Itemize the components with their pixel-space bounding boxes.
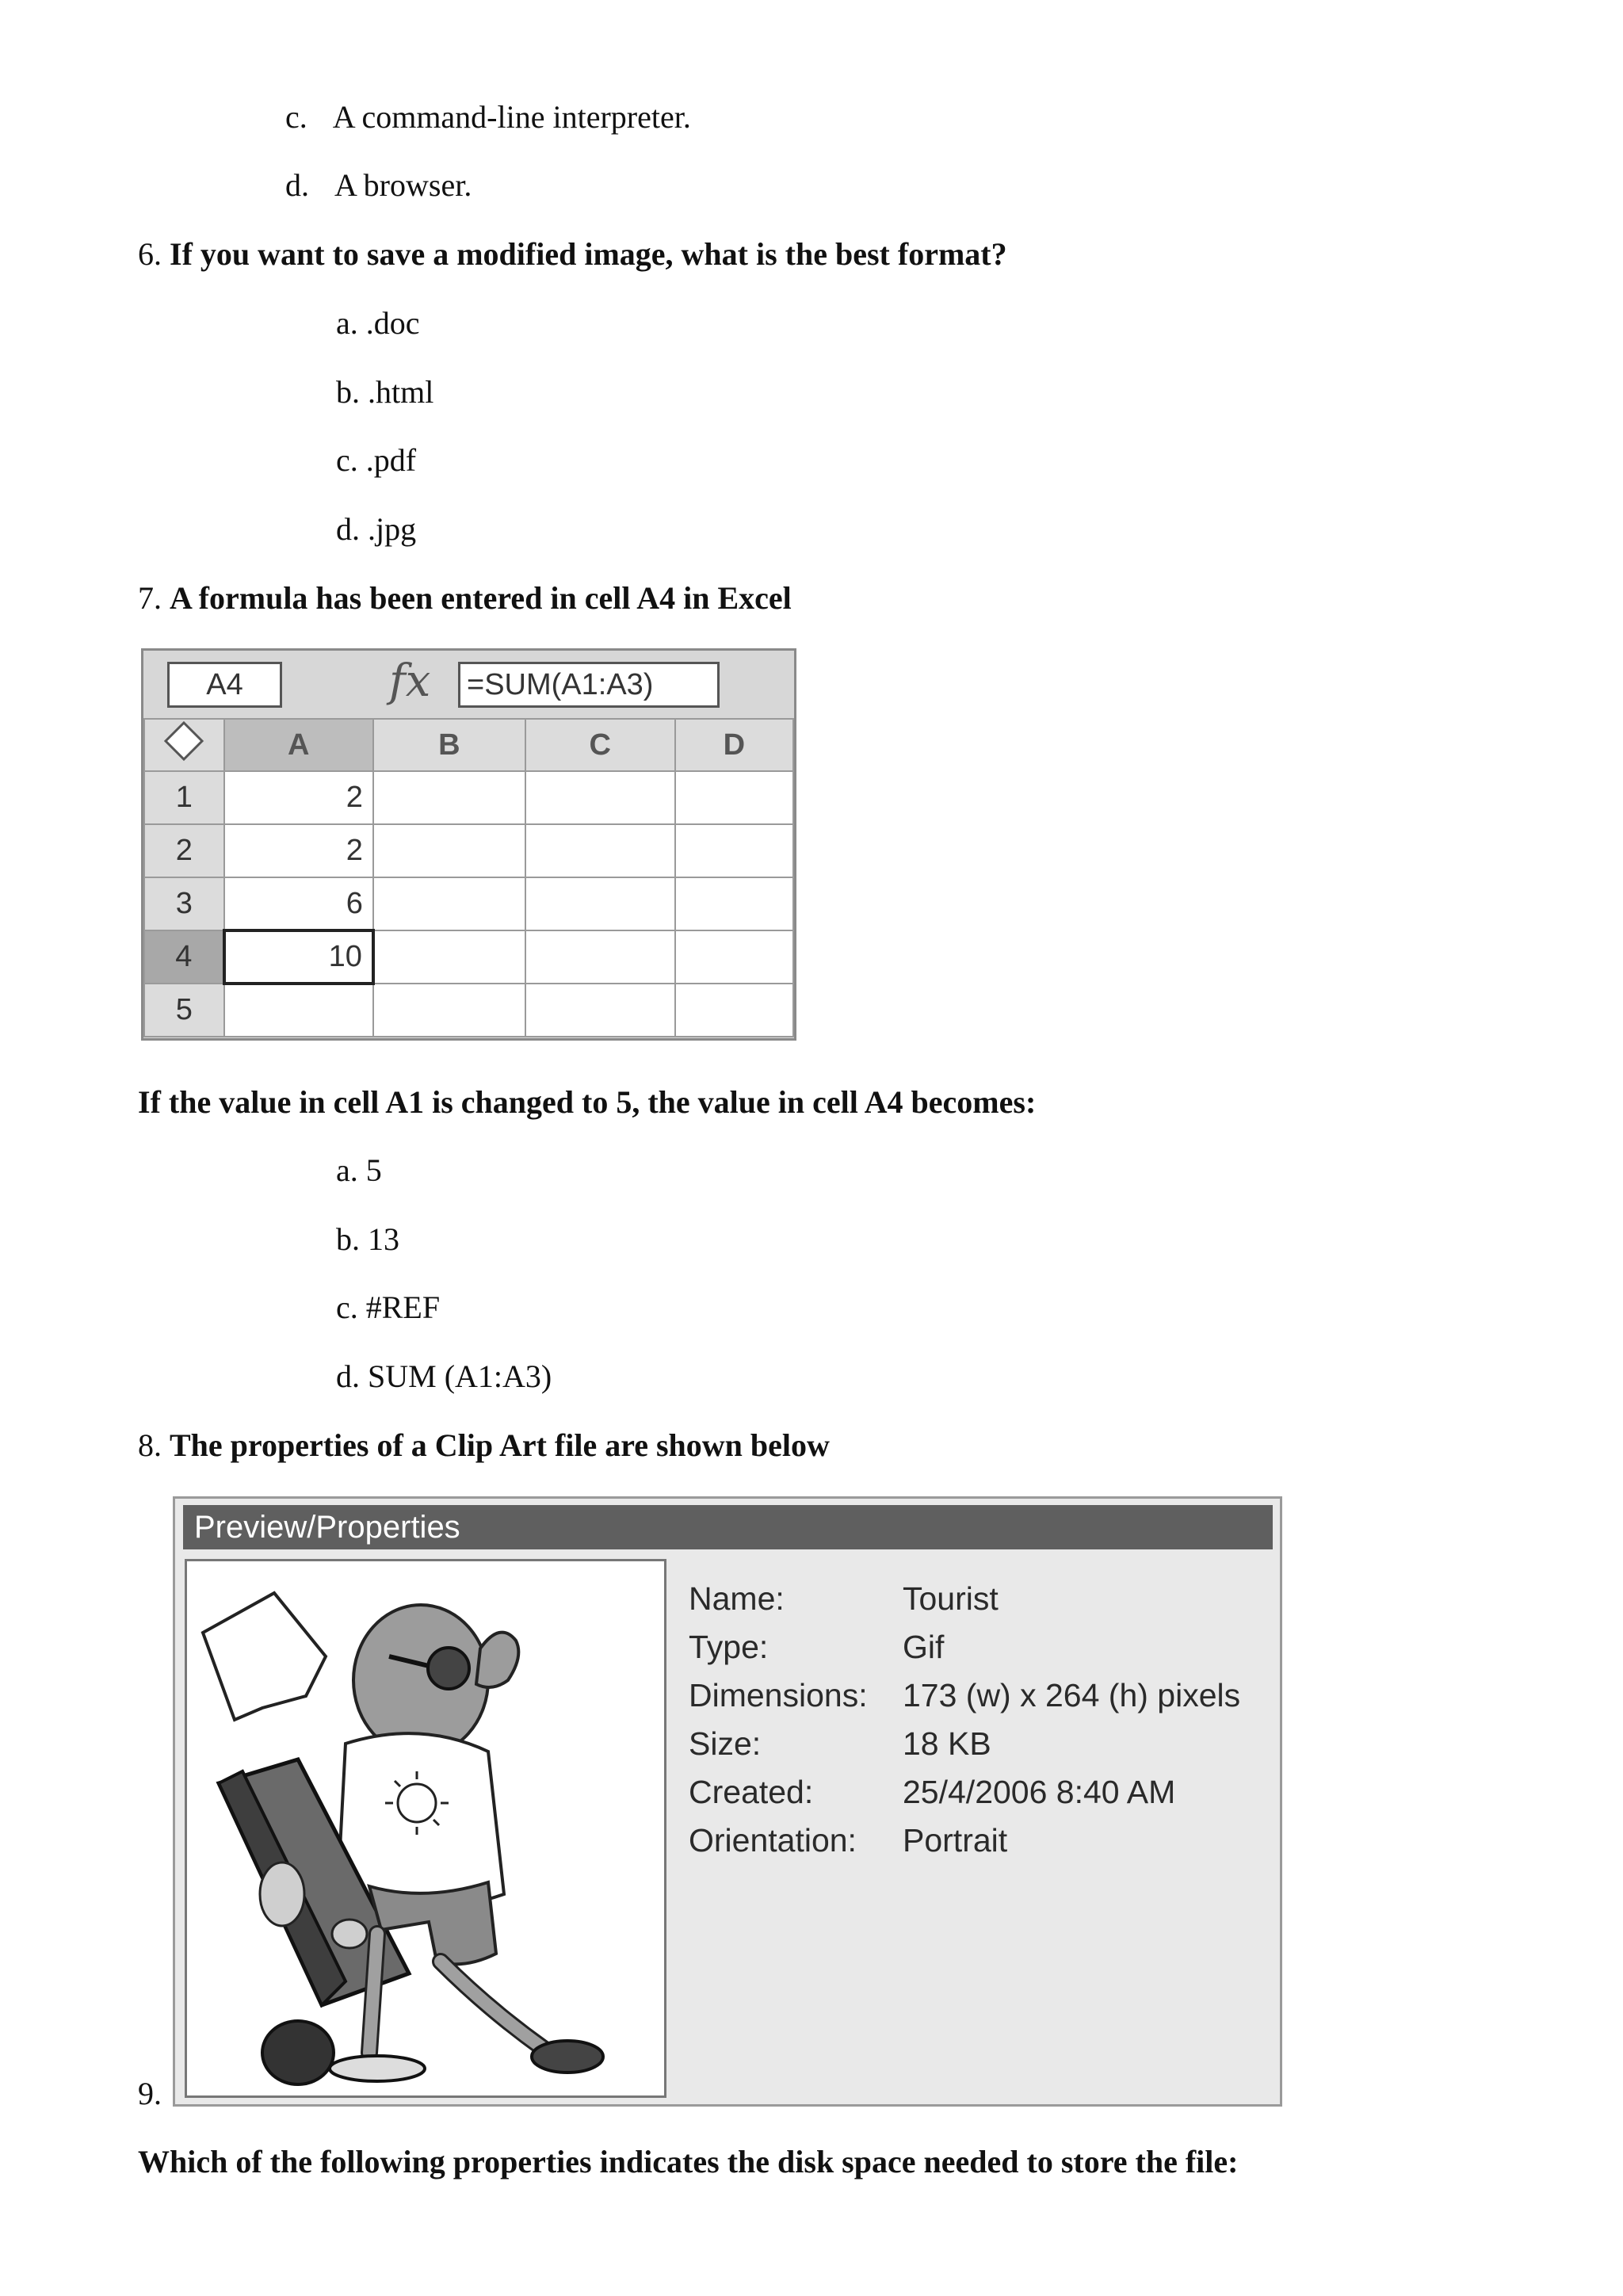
property-row [689,1575,1240,1623]
question-text: A formula has been entered in cell A4 in Excel [170,580,792,616]
q9-number: 9. [138,2076,162,2111]
row-header: 2 [144,824,224,877]
property-value: Tourist [903,1580,999,1617]
property-value: Gif [903,1629,945,1665]
cell-c4 [525,930,675,984]
q8-question [138,1427,830,1465]
cell-d5 [675,984,793,1037]
column-header-a: A [224,719,373,771]
property-row [689,1623,1240,1671]
property-value: 173 (w) x 264 (h) pixels [903,1677,1241,1713]
column-header-d: D [675,719,793,771]
tourist-clipart-illustration [185,1559,666,2098]
fx-icon: fx [389,655,431,707]
q7-option-d: d. SUM (A1:A3) [336,1358,552,1394]
cell-b2 [373,824,525,877]
option-text: A command-line interpreter. [332,99,691,135]
cell-b1 [373,771,525,824]
column-header-b: B [373,719,525,771]
cell-c1 [525,771,675,824]
cell-b4 [373,930,525,984]
question-text: If you want to save a modified image, what is the best format? [170,236,1007,272]
property-row [689,1768,1240,1817]
q7-option-b: b. 13 [336,1221,399,1257]
q7-followup: If the value in cell A1 is changed to 5, the value in cell A4 becomes: [138,1084,1037,1120]
property-key: Name: [689,1580,785,1617]
select-all-diamond-icon [163,720,204,762]
q6-option-b: b. .html [336,374,434,410]
property-row [689,1817,1240,1865]
question-number: 6. [138,236,162,272]
table-row [144,824,793,877]
column-header-row [144,719,793,771]
table-row [144,984,793,1037]
property-value: 25/4/2006 8:40 AM [903,1774,1176,1810]
table-row [144,771,793,824]
cell-c2 [525,824,675,877]
question-text: The properties of a Clip Art file are shown below [170,1427,830,1463]
formula-bar: =SUM(A1:A3) [458,662,720,708]
cell-d2 [675,824,793,877]
cell-a4-active: 10 [224,930,373,984]
q7-option-a: a. 5 [336,1152,382,1188]
cell-d3 [675,877,793,930]
cell-d1 [675,771,793,824]
property-row [689,1671,1240,1720]
property-key: Dimensions: [689,1677,868,1713]
cell-b5 [373,984,525,1037]
preview-properties-panel [173,1496,1282,2107]
row-header: 5 [144,984,224,1037]
property-key: Size: [689,1725,762,1762]
select-all-corner [144,719,224,771]
q5-option-d [285,166,472,204]
q7-option-c: c. #REF [336,1289,441,1325]
q6-option-a: a. .doc [336,305,420,341]
q5-option-c [285,98,691,136]
spreadsheet-grid [143,718,794,1037]
tourist-clipart-image [187,1561,664,2095]
property-key: Orientation: [689,1822,857,1859]
q6-option-c: c. .pdf [336,442,417,478]
option-letter: d. [285,167,309,203]
q7-question [138,579,792,617]
cell-a3: 6 [224,877,373,930]
row-header: 4 [144,930,224,984]
cell-a1: 2 [224,771,373,824]
row-header: 3 [144,877,224,930]
property-key: Created: [689,1774,814,1810]
table-row [144,877,793,930]
excel-spreadsheet-figure [141,648,796,1041]
question-number: 8. [138,1427,162,1463]
panel-title: Preview/Properties [183,1505,1273,1549]
option-text: A browser. [334,167,472,203]
name-box: A4 [167,662,282,708]
cell-a2: 2 [224,824,373,877]
column-header-c: C [525,719,675,771]
cell-b3 [373,877,525,930]
q9-question: Which of the following properties indicates the disk space needed to store the file: [138,2144,1239,2179]
option-letter: c. [285,99,307,135]
property-value: 18 KB [903,1725,991,1762]
cell-d4 [675,930,793,984]
property-row [689,1720,1240,1768]
question-number: 7. [138,580,162,616]
table-row [144,930,793,984]
cell-c3 [525,877,675,930]
property-value: Portrait [903,1822,1008,1859]
cell-a5 [224,984,373,1037]
q6-question [138,235,1007,273]
properties-list [689,1575,1240,1865]
property-key: Type: [689,1629,769,1665]
cell-c5 [525,984,675,1037]
q6-option-d: d. .jpg [336,511,417,547]
row-header: 1 [144,771,224,824]
